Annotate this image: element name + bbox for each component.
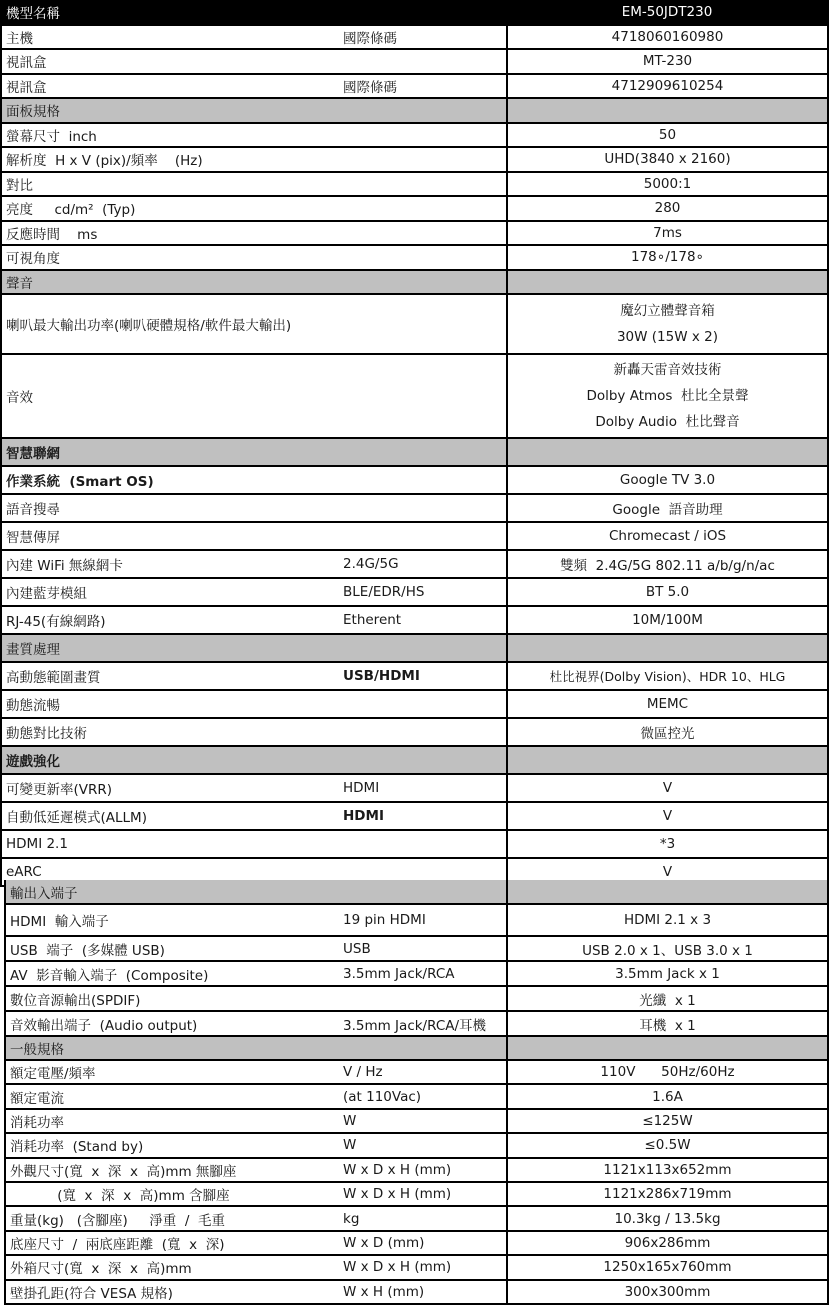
- spec-value: 1250x165x760mm: [507, 1255, 828, 1279]
- spec-label: 動態流暢: [1, 690, 339, 718]
- spec-row: [5, 1011, 828, 1036]
- spec-label: 外觀尺寸(寬 x 深 x 高)mm 無腳座: [5, 1158, 339, 1182]
- spec-row: [5, 904, 828, 936]
- spec-row: [1, 522, 828, 550]
- spec-unit: 3.5mm Jack/RCA/耳機: [339, 1011, 507, 1036]
- spec-unit: [339, 245, 507, 270]
- spec-unit: [339, 494, 507, 522]
- section-header-picture: [1, 634, 828, 662]
- spec-value-multiline: [507, 294, 828, 354]
- spec-row: [1, 172, 828, 197]
- spec-unit: [339, 196, 507, 221]
- spec-row: [5, 1158, 828, 1182]
- spec-row: [5, 1060, 828, 1084]
- spec-value: 光纖 x 1: [507, 986, 828, 1011]
- spec-row: [1, 123, 828, 148]
- spec-label: 音效輸出端子 (Audio output): [5, 1011, 339, 1036]
- spec-row: [1, 830, 828, 858]
- spec-unit: W x D x H (mm): [339, 1255, 507, 1279]
- spec-label: 智慧傳屏: [1, 522, 339, 550]
- spec-unit: [339, 690, 507, 718]
- spec-unit: Etherent: [339, 606, 507, 634]
- spec-unit: [339, 830, 507, 858]
- spec-value: 3.5mm Jack x 1: [507, 961, 828, 986]
- model-header-row: [1, 0, 828, 25]
- spec-row: [5, 1133, 828, 1157]
- spec-label: 亮度 cd/m² (Typ): [1, 196, 339, 221]
- spec-unit: [339, 172, 507, 197]
- spec-value-line: 30W (15W x 2): [616, 329, 719, 345]
- spec-label: (寬 x 深 x 高)mm 含腳座: [5, 1182, 339, 1206]
- spec-value: 178∘/178∘: [507, 245, 828, 270]
- spec-table-secondary: [4, 880, 829, 1305]
- section-header-panel: [1, 98, 828, 123]
- section-title: 遊戲強化: [1, 746, 507, 774]
- spec-value: 906x286mm: [507, 1231, 828, 1255]
- spec-label: 底座尺寸 / 兩底座距離 (寬 x 深): [5, 1231, 339, 1255]
- spec-unit: HDMI: [339, 802, 507, 830]
- spec-value: USB 2.0 x 1、USB 3.0 x 1: [507, 936, 828, 961]
- spec-unit: 19 pin HDMI: [339, 904, 507, 936]
- spec-unit: HDMI: [339, 774, 507, 802]
- spec-unit: W x D (mm): [339, 1231, 507, 1255]
- spec-row: [1, 718, 828, 746]
- spec-label: 額定電壓/頻率: [5, 1060, 339, 1084]
- section-header-general: [5, 1036, 828, 1060]
- spec-row: [1, 550, 828, 578]
- spec-value: 杜比視界(Dolby Vision)、HDR 10、HLG: [507, 662, 828, 690]
- spec-label: 可變更新率(VRR): [1, 774, 339, 802]
- spec-label: AV 影音輸入端子 (Composite): [5, 961, 339, 986]
- spec-value: HDMI 2.1 x 3: [507, 904, 828, 936]
- spec-row: [1, 49, 828, 74]
- spec-label: 自動低延遲模式(ALLM): [1, 802, 339, 830]
- spec-row: [1, 802, 828, 830]
- spec-label: HDMI 輸入端子: [5, 904, 339, 936]
- spec-value: 1121x113x652mm: [507, 1158, 828, 1182]
- spec-unit: (at 110Vac): [339, 1084, 507, 1108]
- spec-value: 110V 50Hz/60Hz: [507, 1060, 828, 1084]
- spec-value: 雙頻 2.4G/5G 802.11 a/b/g/n/ac: [507, 550, 828, 578]
- spec-value: Google TV 3.0: [507, 466, 828, 494]
- spec-row: [5, 1084, 828, 1108]
- section-header-audio: [1, 270, 828, 295]
- spec-unit: V / Hz: [339, 1060, 507, 1084]
- spec-unit: W: [339, 1109, 507, 1133]
- spec-label: 作業系統 (Smart OS): [1, 466, 339, 494]
- spec-label: 可視角度: [1, 245, 339, 270]
- spec-label: HDMI 2.1: [1, 830, 339, 858]
- spec-row: [5, 986, 828, 1011]
- spec-value: 50: [507, 123, 828, 148]
- spec-value: V: [507, 774, 828, 802]
- spec-label: 消耗功率 (Stand by): [5, 1133, 339, 1157]
- spec-unit: kg: [339, 1206, 507, 1230]
- spec-unit: [339, 466, 507, 494]
- spec-label: 外箱尺寸(寬 x 深 x 高)mm: [5, 1255, 339, 1279]
- spec-label: 對比: [1, 172, 339, 197]
- spec-unit: [339, 522, 507, 550]
- spec-label: 數位音源輸出(SPDIF): [5, 986, 339, 1011]
- spec-value: MT-230: [507, 49, 828, 74]
- spec-row: [1, 196, 828, 221]
- spec-row: [5, 936, 828, 961]
- spec-label: 額定電流: [5, 1084, 339, 1108]
- spec-label: RJ-45(有線網路): [1, 606, 339, 634]
- spec-value: V: [507, 802, 828, 830]
- spec-label: 壁掛孔距(符合 VESA 規格): [5, 1280, 339, 1304]
- spec-label: 視訊盒: [1, 74, 339, 99]
- spec-row: [1, 662, 828, 690]
- section-header-smart: [1, 438, 828, 466]
- spec-row-effect: [1, 354, 828, 438]
- spec-value: 耳機 x 1: [507, 1011, 828, 1036]
- spec-value: ≤0.5W: [507, 1133, 828, 1157]
- spec-value: 300x300mm: [507, 1280, 828, 1304]
- spec-row: [5, 1206, 828, 1230]
- spec-row: [5, 961, 828, 986]
- spec-unit: W x D x H (mm): [339, 1182, 507, 1206]
- spec-row: [1, 690, 828, 718]
- spec-label: 內建 WiFi 無線網卡: [1, 550, 339, 578]
- section-title: 輸出入端子: [5, 880, 507, 904]
- section-title: 一般規格: [5, 1036, 507, 1060]
- spec-row: [5, 1255, 828, 1279]
- spec-value: *3: [507, 830, 828, 858]
- spec-label: 視訊盒: [1, 49, 339, 74]
- spec-value: 1121x286x719mm: [507, 1182, 828, 1206]
- spec-unit: W: [339, 1133, 507, 1157]
- spec-label: 螢幕尺寸 inch: [1, 123, 339, 148]
- spec-label: 主機: [1, 25, 339, 50]
- spec-label: 高動態範圍畫質: [1, 662, 339, 690]
- spec-unit: [339, 718, 507, 746]
- spec-value: 280: [507, 196, 828, 221]
- spec-value: 10M/100M: [507, 606, 828, 634]
- spec-label: 動態對比技術: [1, 718, 339, 746]
- spec-label: 消耗功率: [5, 1109, 339, 1133]
- spec-value: UHD(3840 x 2160): [507, 147, 828, 172]
- spec-unit: BLE/EDR/HS: [339, 578, 507, 606]
- spec-row: [1, 25, 828, 50]
- spec-row: [1, 578, 828, 606]
- spec-value: V: [507, 858, 828, 886]
- section-header-gaming: [1, 746, 828, 774]
- spec-unit: 3.5mm Jack/RCA: [339, 961, 507, 986]
- spec-label: 語音搜尋: [1, 494, 339, 522]
- spec-row: [1, 606, 828, 634]
- spec-unit: USB/HDMI: [339, 662, 507, 690]
- spec-value: 1.6A: [507, 1084, 828, 1108]
- spec-value-line: Dolby Atmos 杜比全景聲: [586, 388, 749, 404]
- section-title: 面板規格: [1, 98, 507, 123]
- spec-label: 內建藍芽模組: [1, 578, 339, 606]
- spec-label: 音效: [1, 354, 507, 438]
- spec-row: [1, 147, 828, 172]
- section-title: 智慧聯網: [1, 438, 507, 466]
- spec-label: 反應時間 ms: [1, 221, 339, 246]
- spec-unit: [339, 147, 507, 172]
- spec-unit: [339, 221, 507, 246]
- spec-row: [1, 466, 828, 494]
- spec-value: 微區控光: [507, 718, 828, 746]
- spec-value: Google 語音助理: [507, 494, 828, 522]
- spec-row: [5, 1109, 828, 1133]
- spec-row: [1, 494, 828, 522]
- model-name: EM-50JDT230: [507, 0, 828, 25]
- section-title: 聲音: [1, 270, 507, 295]
- spec-value: 10.3kg / 13.5kg: [507, 1206, 828, 1230]
- spec-unit: 2.4G/5G: [339, 550, 507, 578]
- spec-label: eARC: [1, 858, 339, 886]
- spec-unit: [339, 49, 507, 74]
- spec-unit: USB: [339, 936, 507, 961]
- section-header-io: [5, 880, 828, 904]
- model-header-label: 機型名稱: [1, 0, 507, 25]
- spec-row: [5, 1182, 828, 1206]
- spec-value-line: 魔幻立體聲音箱: [620, 303, 715, 319]
- spec-label: 喇叭最大輸出功率(喇叭硬體規格/軟件最大輸出): [1, 294, 507, 354]
- spec-row: [1, 774, 828, 802]
- spec-value: MEMC: [507, 690, 828, 718]
- spec-row: [1, 221, 828, 246]
- section-title: 畫質處理: [1, 634, 507, 662]
- spec-unit: 國際條碼: [339, 25, 507, 50]
- spec-value-multiline: [507, 354, 828, 438]
- spec-unit: [339, 123, 507, 148]
- spec-value: 5000:1: [507, 172, 828, 197]
- spec-row: [5, 1231, 828, 1255]
- spec-row-speaker: [1, 294, 828, 354]
- spec-label: 重量(kg) (含腳座) 淨重 / 毛重: [5, 1206, 339, 1230]
- spec-label: 解析度 H x V (pix)/頻率 (Hz): [1, 147, 339, 172]
- spec-row: [5, 1280, 828, 1304]
- spec-value-line: Dolby Audio 杜比聲音: [595, 414, 740, 430]
- spec-value: Chromecast / iOS: [507, 522, 828, 550]
- spec-value: BT 5.0: [507, 578, 828, 606]
- spec-value: 4718060160980: [507, 25, 828, 50]
- spec-label: USB 端子 (多媒體 USB): [5, 936, 339, 961]
- spec-row: [1, 74, 828, 99]
- spec-unit: 國際條碼: [339, 74, 507, 99]
- spec-value: 7ms: [507, 221, 828, 246]
- spec-unit: W x D x H (mm): [339, 1158, 507, 1182]
- spec-unit: W x H (mm): [339, 1280, 507, 1304]
- spec-value: 4712909610254: [507, 74, 828, 99]
- spec-unit: [339, 986, 507, 1011]
- spec-value-line: 新轟天雷音效技術: [613, 362, 722, 378]
- spec-row: [1, 245, 828, 270]
- spec-value: ≤125W: [507, 1109, 828, 1133]
